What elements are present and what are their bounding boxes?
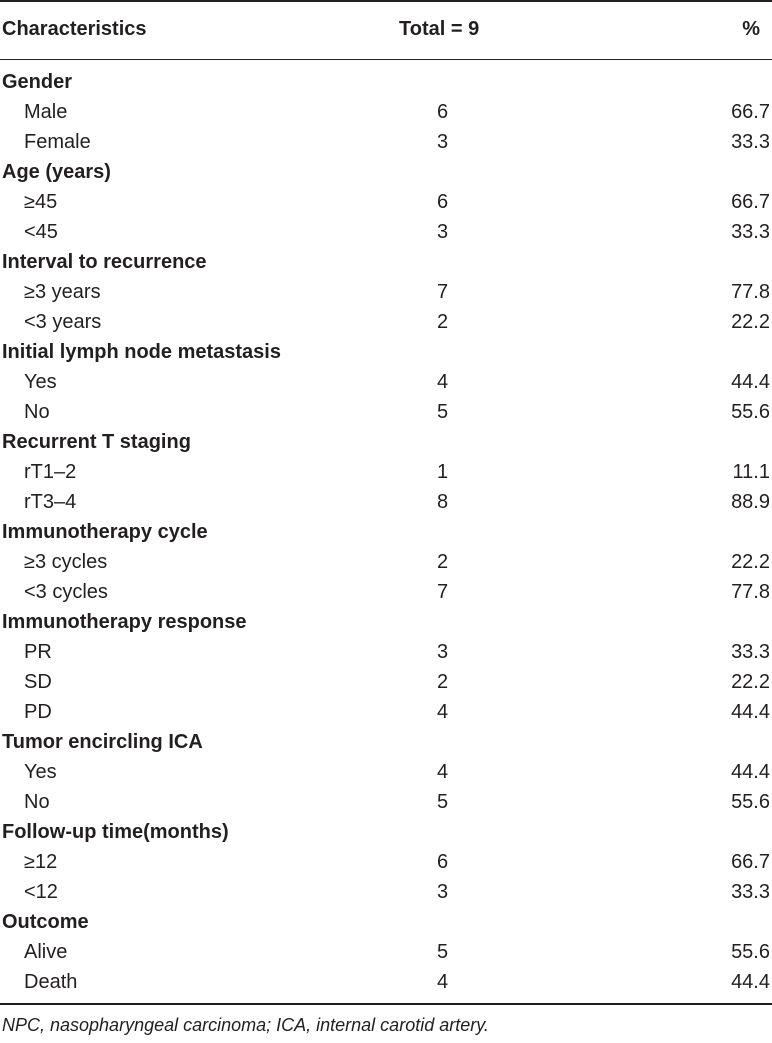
header-percent: % — [742, 18, 760, 40]
table-section-row — [0, 907, 772, 937]
section-label: Immunotherapy response — [2, 611, 247, 633]
table-section-row — [0, 427, 772, 457]
row-count: 2 — [437, 671, 449, 693]
table-section-row — [0, 607, 772, 637]
table-row — [0, 877, 772, 907]
row-count: 3 — [437, 641, 449, 663]
table-header-rule — [0, 59, 772, 60]
row-percent: 77.8 — [731, 281, 770, 303]
row-label: Death — [24, 971, 78, 993]
row-label: SD — [24, 671, 52, 693]
row-count: 3 — [437, 881, 449, 903]
section-label: Tumor encircling ICA — [2, 731, 203, 753]
row-percent: 33.3 — [731, 641, 770, 663]
row-percent: 44.4 — [731, 371, 770, 393]
section-label: Outcome — [2, 911, 89, 933]
row-percent: 22.2 — [731, 551, 770, 573]
row-count: 2 — [437, 551, 449, 573]
table-row — [0, 457, 772, 487]
row-label: Yes — [24, 371, 57, 393]
row-percent: 66.7 — [731, 101, 770, 123]
table-row — [0, 277, 772, 307]
table-row — [0, 397, 772, 427]
row-count: 3 — [437, 131, 449, 153]
table-row — [0, 757, 772, 787]
table-row — [0, 637, 772, 667]
row-count: 4 — [437, 971, 449, 993]
row-count: 6 — [437, 851, 449, 873]
section-label: Interval to recurrence — [2, 251, 207, 273]
row-percent: 44.4 — [731, 971, 770, 993]
row-count: 5 — [437, 941, 449, 963]
row-count: 6 — [437, 191, 449, 213]
row-label: PR — [24, 641, 52, 663]
header-characteristics: Characteristics — [2, 18, 147, 40]
table-row — [0, 667, 772, 697]
row-label: Male — [24, 101, 68, 123]
table-row — [0, 847, 772, 877]
row-percent: 44.4 — [731, 701, 770, 723]
table-header — [0, 2, 772, 59]
row-count: 5 — [437, 791, 449, 813]
row-percent: 77.8 — [731, 581, 770, 603]
table-row — [0, 217, 772, 247]
row-percent: 55.6 — [731, 791, 770, 813]
row-count: 3 — [437, 221, 449, 243]
row-count: 4 — [437, 701, 449, 723]
table-row — [0, 307, 772, 337]
row-label: Female — [24, 131, 91, 153]
row-count: 7 — [437, 281, 449, 303]
row-label: rT1–2 — [24, 461, 77, 483]
row-percent: 33.3 — [731, 221, 770, 243]
row-label: Alive — [24, 941, 68, 963]
table-body — [0, 67, 772, 997]
row-label: <3 years — [24, 311, 102, 333]
row-count: 4 — [437, 761, 449, 783]
table-row — [0, 127, 772, 157]
section-label: Gender — [2, 71, 73, 93]
row-label: <12 — [24, 881, 58, 903]
header-total: Total = 9 — [399, 18, 480, 40]
row-count: 4 — [437, 371, 449, 393]
section-label: Initial lymph node metastasis — [2, 341, 281, 363]
row-percent: 66.7 — [731, 851, 770, 873]
row-label: ≥12 — [24, 851, 58, 873]
row-label: No — [24, 401, 50, 423]
row-label: <3 cycles — [24, 581, 108, 603]
table-row — [0, 787, 772, 817]
table-section-row — [0, 337, 772, 367]
row-percent: 22.2 — [731, 671, 770, 693]
row-label: No — [24, 791, 50, 813]
row-label: ≥45 — [24, 191, 58, 213]
row-percent: 55.6 — [731, 401, 770, 423]
row-percent: 66.7 — [731, 191, 770, 213]
row-label: PD — [24, 701, 52, 723]
row-count: 6 — [437, 101, 449, 123]
row-label: ≥3 cycles — [24, 551, 108, 573]
table-section-row — [0, 157, 772, 187]
table-row — [0, 547, 772, 577]
row-count: 7 — [437, 581, 449, 603]
table-row — [0, 487, 772, 517]
row-label: rT3–4 — [24, 491, 77, 513]
section-label: Age (years) — [2, 161, 111, 183]
table-row — [0, 367, 772, 397]
row-count: 2 — [437, 311, 449, 333]
table-footnote: NPC, nasopharyngeal carcinoma; ICA, internal carotid artery. — [2, 1015, 489, 1035]
table-section-row — [0, 517, 772, 547]
section-label: Follow-up time(months) — [2, 821, 229, 843]
table-section-row — [0, 817, 772, 847]
row-label: Yes — [24, 761, 57, 783]
row-count: 5 — [437, 401, 449, 423]
row-percent: 33.3 — [731, 131, 770, 153]
table-section-row — [0, 727, 772, 757]
row-label: ≥3 years — [24, 281, 101, 303]
row-label: <45 — [24, 221, 58, 243]
row-percent: 33.3 — [731, 881, 770, 903]
row-percent: 55.6 — [731, 941, 770, 963]
row-count: 1 — [437, 461, 449, 483]
section-label: Immunotherapy cycle — [2, 521, 208, 543]
table-row — [0, 577, 772, 607]
row-percent: 44.4 — [731, 761, 770, 783]
section-label: Recurrent T staging — [2, 431, 191, 453]
table-row — [0, 187, 772, 217]
row-count: 8 — [437, 491, 449, 513]
row-percent: 11.1 — [732, 461, 770, 483]
table-bottom-rule — [0, 1003, 772, 1005]
row-percent: 88.9 — [731, 491, 770, 513]
table-row — [0, 697, 772, 727]
table-row — [0, 967, 772, 997]
table-section-row — [0, 67, 772, 97]
row-percent: 22.2 — [731, 311, 770, 333]
table-row — [0, 937, 772, 967]
table-section-row — [0, 247, 772, 277]
table-row — [0, 97, 772, 127]
